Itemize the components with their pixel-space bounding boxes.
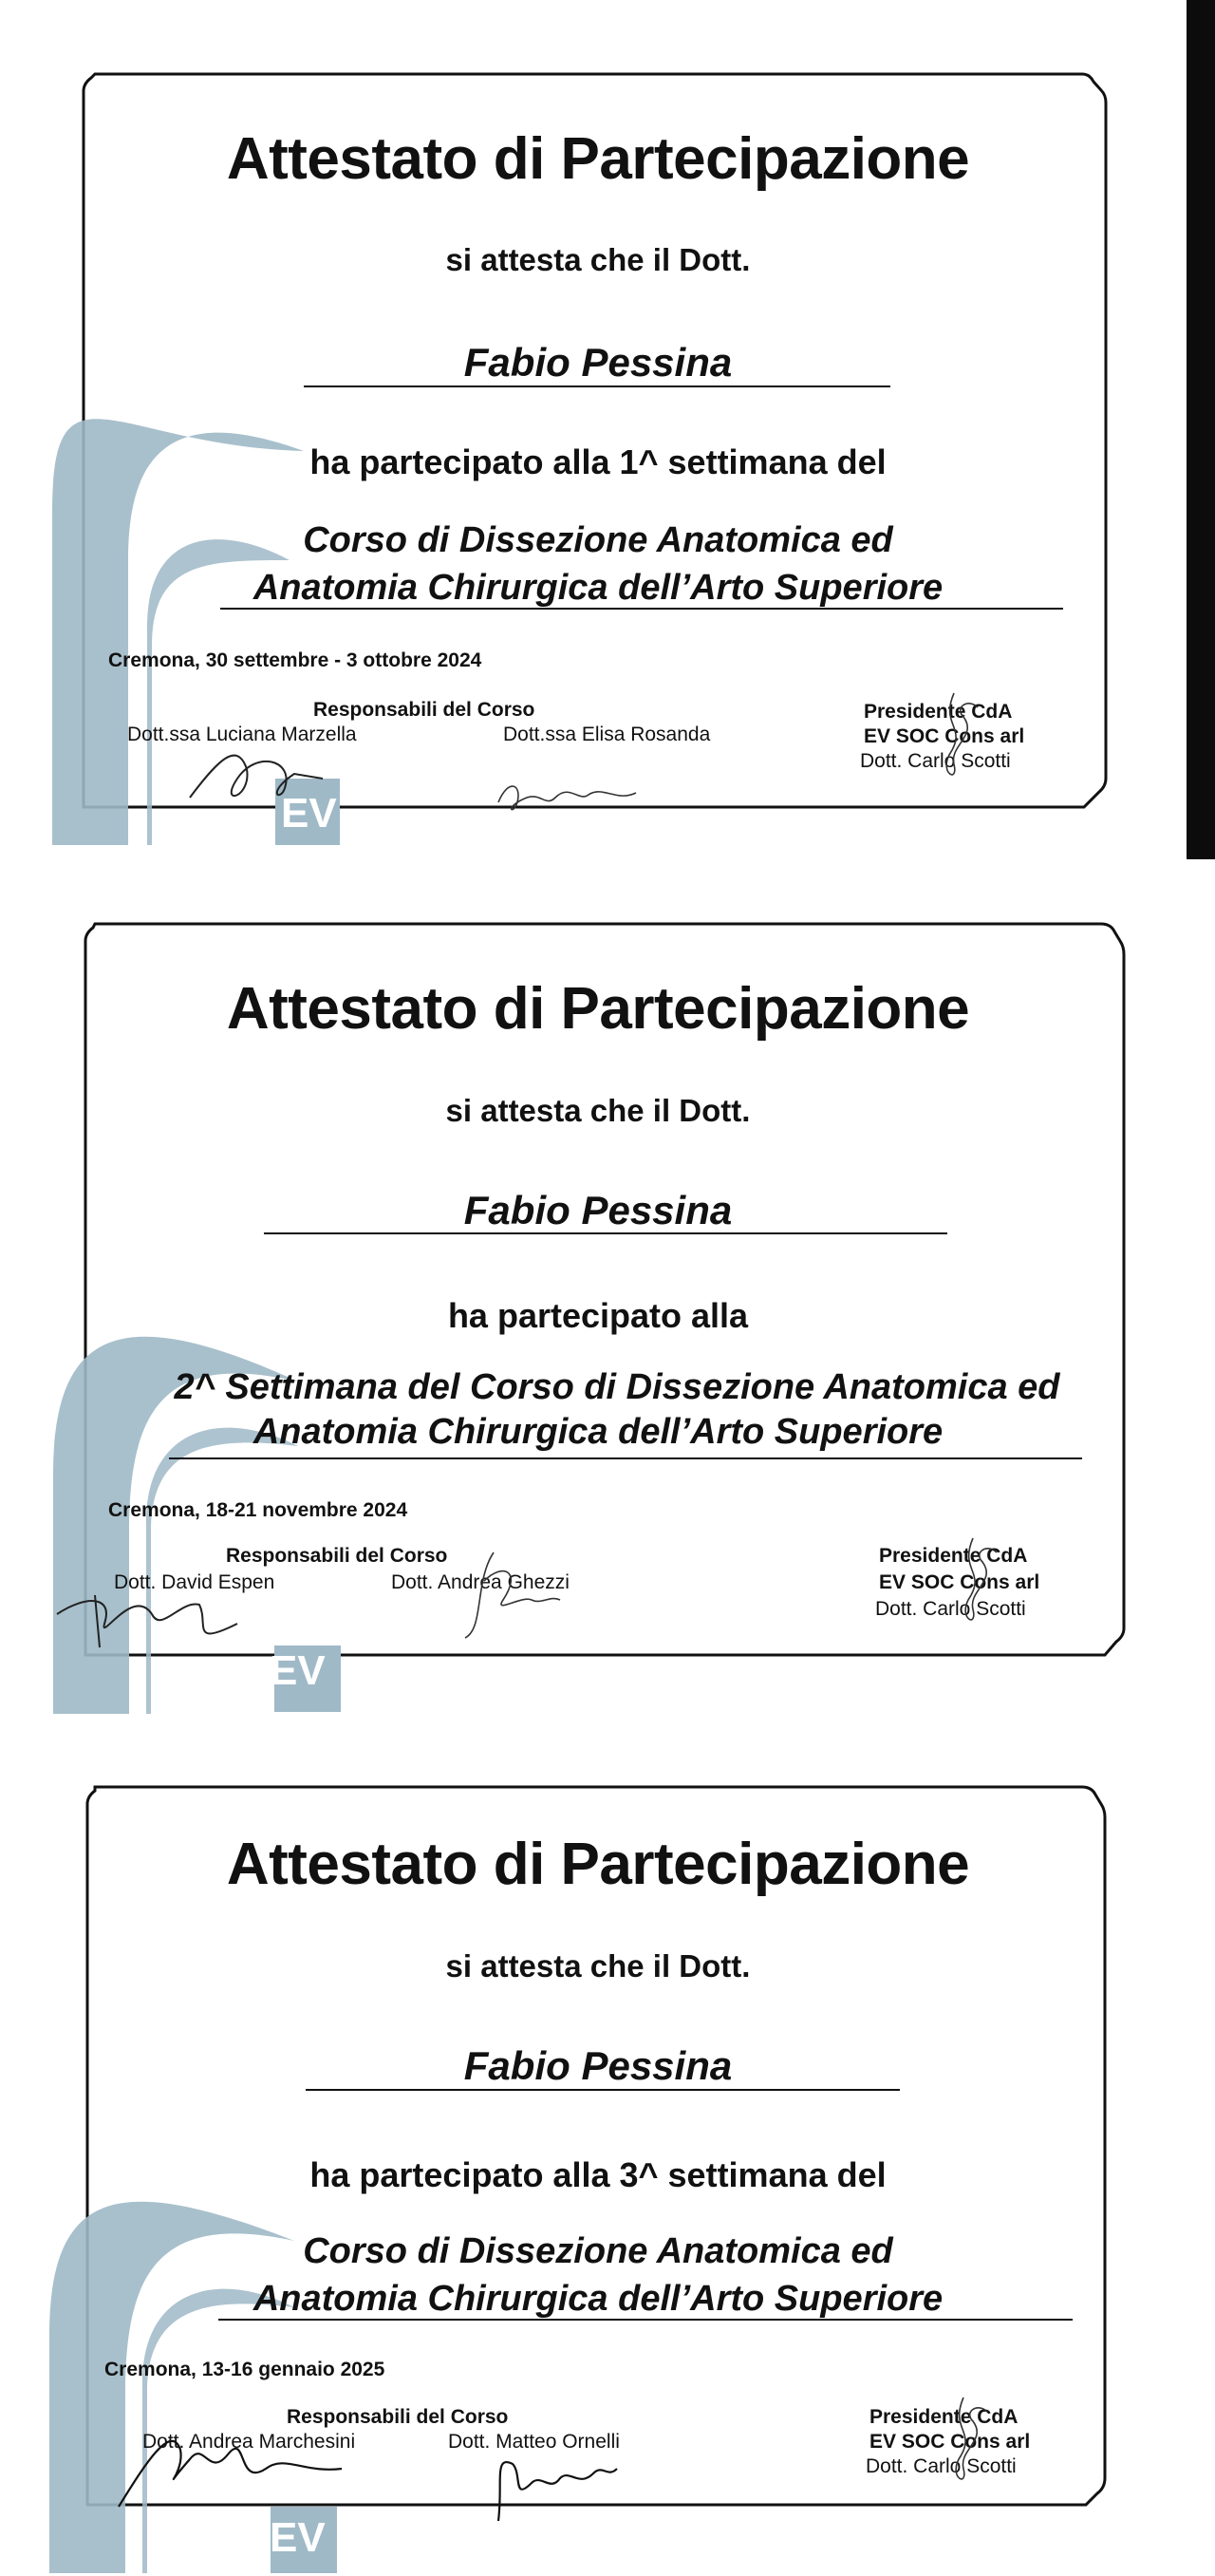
attest-line: si attesta che il Dott. [445, 242, 751, 277]
signature-1 [47, 1567, 275, 1662]
responsabile-2: Dott. Andrea Ghezzi [391, 1571, 570, 1593]
presidente-name: Dott. Carlo Scotti [860, 750, 1011, 772]
name-underline [306, 2089, 900, 2091]
presidente-label: Presidente CdA [879, 1545, 1028, 1567]
presidente-label: Presidente CdA [869, 2406, 1019, 2428]
scan-edge [1187, 0, 1215, 859]
name-underline [264, 1232, 947, 1234]
course-underline [218, 2319, 1073, 2321]
responsabili-label: Responsabili del Corso [226, 1545, 448, 1567]
course-line-2: Anatomia Chirurgica dell’Arto Superiore [252, 2279, 944, 2319]
certificate-title: Attestato di Partecipazione [226, 1832, 970, 1897]
responsabili-label: Responsabili del Corso [313, 699, 535, 721]
participation-text: ha partecipato alla 1^ settimana del [309, 442, 887, 481]
responsabile-1: Dott.ssa Luciana Marzella [127, 724, 357, 745]
participant-name: Fabio Pessina [463, 1188, 733, 1232]
course-line-2: Anatomia Chirurgica dell’Arto Superiore [252, 568, 944, 608]
signature-1 [180, 741, 351, 817]
participation-text: ha partecipato alla 3^ settimana del [309, 2155, 887, 2194]
logo-text: EV [281, 790, 337, 837]
certificate-3 [0, 1719, 1215, 2576]
organization: EV SOC Cons arl [864, 725, 1025, 747]
signature-1 [104, 2402, 351, 2516]
signature-2 [446, 1543, 579, 1647]
responsabile-1: Dott. David Espen [114, 1571, 275, 1593]
attest-line: si attesta che il Dott. [445, 1093, 751, 1128]
signature-3 [911, 688, 997, 793]
name-underline [304, 385, 890, 387]
logo-text: EV [270, 2514, 326, 2561]
place-date: Cremona, 13-16 gennaio 2025 [104, 2359, 385, 2380]
responsabile-1: Dott. Andrea Marchesini [142, 2431, 356, 2453]
responsabile-2: Dott. Matteo Ornelli [448, 2431, 620, 2453]
course-underline [220, 608, 1063, 610]
presidente-label: Presidente CdA [864, 701, 1013, 723]
signature-2 [484, 2426, 626, 2530]
course-line-1: Corso di Dissezione Anatomica ed [303, 2231, 893, 2271]
signature-2 [494, 774, 664, 821]
certificate-title: Attestato di Partecipazione [226, 976, 970, 1042]
participant-name: Fabio Pessina [463, 340, 733, 385]
place-date: Cremona, 30 settembre - 3 ottobre 2024 [108, 649, 482, 671]
organization: EV SOC Cons arl [869, 2431, 1031, 2453]
course-line-1: 2^ Settimana del Corso di Dissezione Anatomica ed [174, 1367, 1060, 1407]
signature-3 [921, 2393, 1006, 2497]
participation-text: ha partecipato alla [447, 1296, 749, 1335]
course-line-1: Corso di Dissezione Anatomica ed [303, 520, 893, 560]
responsabile-2: Dott.ssa Elisa Rosanda [503, 724, 711, 745]
certificate-title: Attestato di Partecipazione [226, 126, 970, 192]
logo-text: EV [270, 1647, 326, 1694]
certificate-2 [0, 859, 1215, 1719]
presidente-name: Dott. Carlo Scotti [875, 1598, 1026, 1620]
presidente-name: Dott. Carlo Scotti [866, 2455, 1017, 2477]
place-date: Cremona, 18-21 novembre 2024 [108, 1499, 408, 1521]
certificate-1 [0, 0, 1215, 859]
organization: EV SOC Cons arl [879, 1571, 1040, 1593]
attest-line: si attesta che il Dott. [445, 1948, 751, 1984]
participant-name: Fabio Pessina [463, 2043, 733, 2088]
responsabili-label: Responsabili del Corso [287, 2406, 509, 2428]
course-line-2: Anatomia Chirurgica dell’Arto Superiore [252, 1412, 944, 1452]
signature-3 [930, 1533, 1016, 1638]
course-underline [169, 1457, 1082, 1459]
